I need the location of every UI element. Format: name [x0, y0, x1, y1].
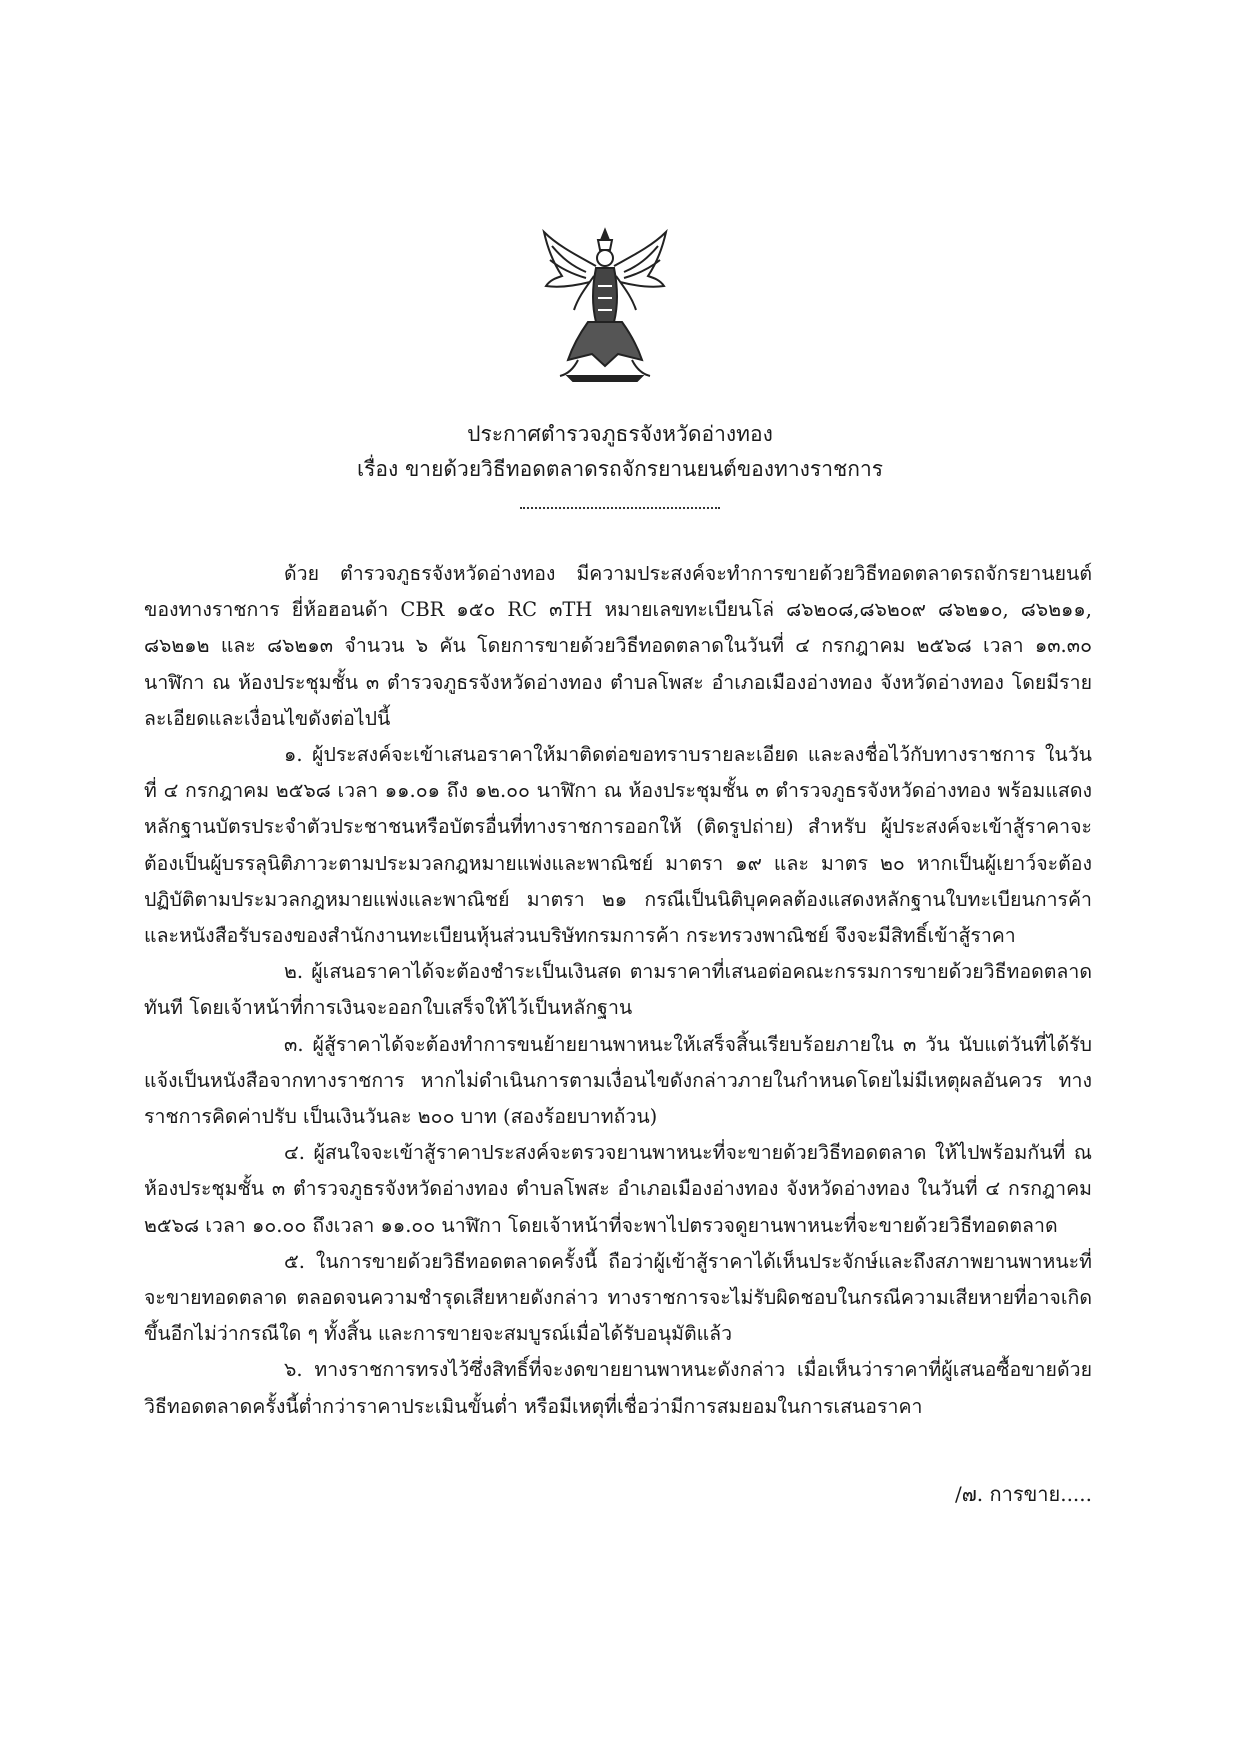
- continuation-marker: /๗. การขาย.....: [955, 1482, 1092, 1506]
- condition-item-4: ๔. ผู้สนใจจะเข้าสู้ราคาประสงค์จะตรวจยานพาหนะที่จะขายด้วยวิธีทอดตลาด ให้ไปพร้อมกันที่ ณ ห้องประชุมชั้น ๓ ตำรวจภูธรจังหวัดอ่างทอง ตำบลโพสะ อำเภอเมืองอ่างทอง จังหวัดอ่างทอง ในวันที่ ๔ กรกฎาคม ๒๕๖๘ เวลา ๑๐.๐๐ ถึงเวลา ๑๑.๐๐ นาฬิกา โดยเจ้าหน้าที่จะพาไปตรวจดูยานพาหนะที่จะขายด้วยวิธีทอดตลาด: [144, 1141, 1092, 1237]
- condition-item-3: ๓. ผู้สู้ราคาได้จะต้องทำการขนย้ายยานพาหนะให้เสร็จสิ้นเรียบร้อยภายใน ๓ วัน นับแต่วันที่ได้รับแจ้งเป็นหนังสือจากทางราชการ หากไม่ดำเนินการตามเงื่อนไขดังกล่าวภายในกำหนดโดยไม่มีเหตุผลอันควร ทางราชการคิดค่าปรับ เป็นเงินวันละ ๒๐๐ บาท (สองร้อยบาทถ้วน): [144, 1032, 1092, 1129]
- intro-paragraph: ด้วย ตำรวจภูธรจังหวัดอ่างทอง มีความประสงค์จะทำการขายด้วยวิธีทอดตลาดรถจักรยานยนต์ของทางราชการ ยี่ห้อฮอนด้า CBR ๑๕๐ RC ๓TH หมายเลขทะเบียนโล่ ๘๖๒๐๘,๘๖๒๐๙ ๘๖๒๑๐, ๘๖๒๑๑, ๘๖๒๑๒ และ ๘๖๒๑๓ จำนวน ๖ คัน โดยการขายด้วยวิธีทอดตลาดในวันที่ ๔ กรกฎาคม ๒๕๖๘ เวลา ๑๓.๓๐ นาฬิกา ณ ห้องประชุมชั้น ๓ ตำรวจภูธรจังหวัดอ่างทอง ตำบลโพสะ อำเภอเมืองอ่างทอง จังหวัดอ่างทอง โดยมีรายละเอียดและเงื่อนไขดังต่อไปนี้: [144, 562, 1092, 730]
- subject-line: เรื่อง ขายด้วยวิธีทอดตลาดรถจักรยานยนต์ของทางราชการ: [356, 457, 884, 481]
- condition-item-2: ๒. ผู้เสนอราคาได้จะต้องชำระเป็นเงินสด ตามราคาที่เสนอต่อคณะกรรมการขายด้วยวิธีทอดตลาดทันที โดยเจ้าหน้าที่การเงินจะออกใบเสร็จให้ไว้เป็นหลักฐาน: [144, 960, 1092, 1020]
- page-title: ประกาศตำรวจภูธรจังหวัดอ่างทอง: [467, 422, 773, 446]
- condition-item-5: ๕. ในการขายด้วยวิธีทอดตลาดครั้งนี้ ถือว่าผู้เข้าสู้ราคาได้เห็นประจักษ์และถึงสภาพยานพาหนะที่จะขายทอดตลาด ตลอดจนความชำรุดเสียหายดังกล่าว ทางราชการจะไม่รับผิดชอบในกรณีความเสียหายที่อาจเกิดขึ้นอีกไม่ว่ากรณีใด ๆ ทั้งสิ้น และการขายจะสมบูรณ์เมื่อได้รับอนุมัติแล้ว: [144, 1249, 1092, 1346]
- condition-item-6: ๖. ทางราชการทรงไว้ซึ่งสิทธิ์ที่จะงดขายยานพาหนะดังกล่าว เมื่อเห็นว่าราคาที่ผู้เสนอซื้อขายด้วยวิธีทอดตลาดครั้งนี้ต่ำกว่าราคาประเมินขั้นต่ำ หรือมีเหตุที่เชื่อว่ามีการสมยอมในการเสนอราคา: [144, 1358, 1092, 1418]
- condition-item-1: ๑. ผู้ประสงค์จะเข้าเสนอราคาให้มาติดต่อขอทราบรายละเอียด และลงชื่อไว้กับทางราชการ ในวันที่ ๔ กรกฎาคม ๒๕๖๘ เวลา ๑๑.๐๑ ถึง ๑๒.๐๐ นาฬิกา ณ ห้องประชุมชั้น ๓ ตำรวจภูธรจังหวัดอ่างทอง พร้อมแสดงหลักฐานบัตรประจำตัวประชาชนหรือบัตรอื่นที่ทางราชการออกให้ (ติดรูปถ่าย) สำหรับ ผู้ประสงค์จะเข้าสู้ราคาจะต้องเป็นผู้บรรลุนิติภาวะตามประมวลกฎหมายแพ่งและพาณิชย์ มาตรา ๑๙ และ มาตร ๒๐ หากเป็นผู้เยาว์จะต้องปฏิบัติตามประมวลกฎหมายแพ่งและพาณิชย์ มาตรา ๒๑ กรณีเป็นนิติบุคคลต้องแสดงหลักฐานใบทะเบียนการค้า และหนังสือรับรองของสำนักงานทะเบียนหุ้นส่วนบริษัทกรมการค้า กระทรวงพาณิชย์ จึงจะมีสิทธิ์เข้าสู้ราคา: [144, 743, 1092, 948]
- announcement-body: [144, 556, 1092, 1425]
- dotted-separator: [520, 507, 720, 509]
- garuda-emblem-icon: [538, 226, 672, 382]
